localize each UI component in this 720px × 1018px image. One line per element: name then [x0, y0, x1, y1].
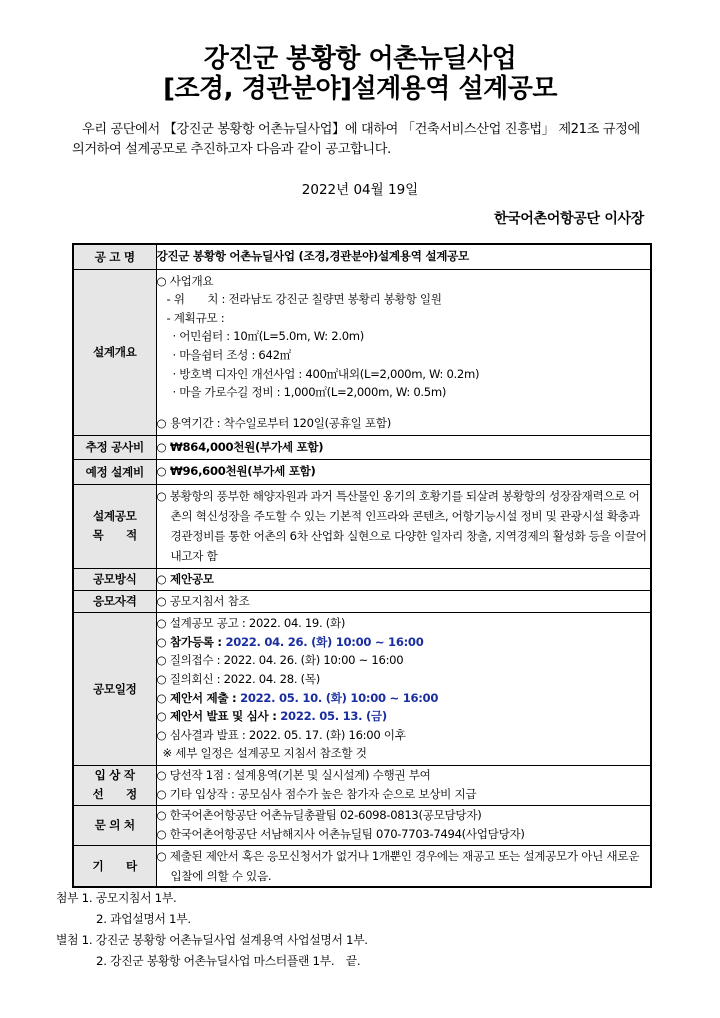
schedule-item: ○ 질의접수 : 2022. 04. 26. (화) 10:00 ~ 16:00 [156, 653, 404, 668]
label-contact: 문 의 처 [73, 805, 156, 845]
value-awards: ○ 당선작 1점 : 설계용역(기본 및 실시설계) 수행권 부여 ○ 기타 입상작 : 공모심사 점수가 높은 참가자 순으로 보상비 지급 [156, 765, 651, 805]
label-design-fee: 예정 설계비 [73, 459, 156, 484]
overview-line: · 방호벽 디자인 개선사업 : 400㎡내외(L=2,000m, W: 0.2m) [172, 366, 480, 381]
value-design-fee: ○ ₩96,600천원(부가세 포함) [156, 459, 651, 484]
label-construction-cost: 추정 공사비 [73, 435, 156, 459]
table-row [73, 568, 651, 590]
overview-line: - 위 치 : 전라남도 강진군 칠량면 봉황리 봉황항 일원 [166, 292, 442, 307]
table-row [73, 269, 651, 435]
overview-line: ○ 사업개요 [156, 273, 214, 288]
schedule-item: ○ 참가등록 : 2022. 04. 26. (화) 10:00 ~ 16:00 [156, 634, 424, 649]
announcement-date: 2022년 04월 19일 [301, 182, 419, 198]
value-title: 강진군 봉황항 어촌뉴딜사업 (조경,경관분야)설계용역 설계공모 [156, 244, 651, 269]
label-etc: 기 타 [73, 845, 156, 887]
enclosure-1: 별첨 1. 강진군 봉황항 어촌뉴딜사업 설계용역 사업설명서 1부. [56, 933, 368, 947]
value-etc: ○ 제출된 제안서 혹은 응모신청서가 없거나 1개뿐인 경우에는 재공고 또는 설계공모가 아닌 새로운 입찰에 의할 수 있음. [156, 845, 651, 887]
doc-title-line2: [조경, 경관분야]설계용역 설계공모 [163, 74, 557, 104]
label-overview: 설계개요 [73, 269, 156, 435]
label-purpose: 설계공모 목 적 [73, 484, 156, 568]
overview-line: · 마을쉼터 조성 : 642㎡ [172, 348, 291, 362]
overview-line: · 마을 가로수길 정비 : 1,000㎡(L=2,000m, W: 0.5m) [172, 385, 447, 400]
label-eligibility: 응모자격 [73, 590, 156, 612]
value-method: ○ 제안공모 [156, 568, 651, 590]
attachment-1: 첨부 1. 공모지침서 1부. [56, 891, 177, 905]
table-row [73, 805, 651, 845]
enclosure-2: 2. 강진군 봉황항 어촌뉴딜사업 마스터플랜 1부. 끝. [96, 954, 361, 968]
value-purpose: ○ 봉황항의 풍부한 해양자원과 과거 특산물인 옹기의 호황기를 되살려 봉황항의 성장잠재력으로 어촌의 혁신성장을 주도할 수 있는 기본적 인프라와 콘텐츠, 어항기능시설 정비 및 관광시설 확충과 경관정비를 통한 어촌의 6차 산업화 실현으로 다양한 일자리 창출, 지역경제의 활성화 등을 이끌어내고자 함 [156, 484, 651, 568]
label-schedule: 공모일정 [73, 612, 156, 765]
value-eligibility: ○ 공모지침서 참조 [156, 590, 651, 612]
value-contact: ○ 한국어촌어항공단 어촌뉴딜총괄팀 02-6098-0813(공모담당자) ○ 한국어촌어항공단 서남해지사 어촌뉴딜팀 070-7703-7494(사업담당자) [156, 805, 651, 845]
schedule-item: ○ 심사결과 발표 : 2022. 05. 17. (화) 16:00 이후 [156, 727, 406, 742]
issuer-name: 한국어촌어항공단 이사장 [493, 211, 644, 227]
value-schedule [156, 612, 651, 765]
schedule-item: ○ 제안서 발표 및 심사 : 2022. 05. 13. (금) [156, 709, 387, 724]
table-row [73, 459, 651, 484]
overview-line: ○ 용역기간 : 착수일로부터 120일(공휴일 포함) [156, 415, 391, 430]
table-row [73, 484, 651, 568]
table-row [73, 765, 651, 805]
schedule-item: ○ 설계공모 공고 : 2022. 04. 19. (화) [156, 616, 346, 631]
label-method: 공모방식 [73, 568, 156, 590]
doc-title-line1: 강진군 봉황항 어촌뉴딜사업 [203, 44, 517, 74]
table-row [73, 435, 651, 459]
overview-line: · 어민쉼터 : 10㎡(L=5.0m, W: 2.0m) [172, 329, 365, 344]
attachment-2: 2. 과업설명서 1부. [96, 912, 191, 926]
value-overview [156, 269, 651, 435]
overview-line: - 계획규모 : [166, 310, 225, 325]
table-row [73, 845, 651, 887]
table-row [73, 590, 651, 612]
schedule-note: ※ 세부 일정은 설계공모 지침서 참조할 것 [162, 746, 367, 761]
table-row [73, 612, 651, 765]
value-construction-cost: ○ ₩864,000천원(부가세 포함) [156, 435, 651, 459]
announcement-table [72, 243, 652, 888]
table-row [73, 244, 651, 269]
label-awards: 입 상 작 선 정 [73, 765, 156, 805]
schedule-item: ○ 질의회신 : 2022. 04. 28. (목) [156, 671, 320, 686]
intro-paragraph: 우리 공단에서 【강진군 봉황항 어촌뉴딜사업】에 대하여 「건축서비스산업 진흥법」 제21조 규정에 의거하여 설계공모로 추진하고자 다음과 같이 공고합니다. [72, 122, 640, 157]
label-title: 공 고 명 [73, 244, 156, 269]
schedule-item: ○ 제안서 제출 : 2022. 05. 10. (화) 10:00 ~ 16:00 [156, 690, 439, 705]
